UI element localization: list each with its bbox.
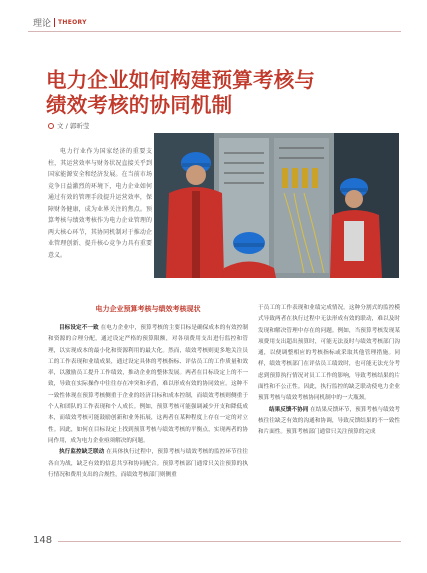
body-column-left <box>48 303 248 481</box>
footer-rule <box>58 541 401 542</box>
paragraph <box>258 405 400 439</box>
title-line-2: 绩效考核的协同机制 <box>46 93 233 117</box>
header-divider <box>54 18 55 27</box>
running-header <box>33 16 87 28</box>
page-number: 148 <box>33 535 53 546</box>
paragraph <box>48 323 248 447</box>
article-title <box>46 68 406 118</box>
section-label: 理论 <box>33 18 52 29</box>
header-rule <box>28 31 401 32</box>
electricians-photo <box>154 133 399 278</box>
section-tag: THEORY <box>58 18 87 26</box>
byline-bullet-icon <box>48 123 54 129</box>
paragraph-text: 在具体执行过程中，预算考核与绩效考核的监控环节往往各自为战，缺乏有效的信息共享和协同配合。预算考核部门通常只关注预算的执行情况和费用支出的合规性，而绩效考核部门则侧重 <box>48 449 248 478</box>
paragraph <box>48 447 248 481</box>
paragraph-lead: 目标设定不一致 <box>59 325 99 331</box>
paragraph: 于员工的工作表现和业绩完成情况。这种分割式的监控模式导致两者在执行过程中无法形成有效的联动，难以及时发现和解决管理中存在的问题。例如，当预算考核发现某项费用支出超出预算时，可能无法及时与绩效考核部门沟通，以便调整相应的考核指标或采取其他管理措施。同样，绩效考核部门在评估员工绩效时，也可能无法充分考虑到预算执行情况对员工工作的影响，导致考核结果的片面性和不公正性。因此，执行监控的缺乏联动使电力企业预算考核与绩效考核协同机制中的一大瓶颈。 <box>258 305 400 402</box>
author-name: 文 / 郭昕莹 <box>57 122 90 130</box>
section-heading: 电力企业预算考核与绩效考核现状 <box>95 305 201 313</box>
body-column-right <box>258 303 400 439</box>
paragraph-lead: 执行监控缺乏联动 <box>59 449 105 456</box>
title-line-1: 电力企业如何构建预算考核与 <box>46 68 316 92</box>
paragraph-lead: 结果反馈不协同 <box>269 406 309 413</box>
paragraph-text: 在结果反馈环节，预算考核与绩效考核往往缺乏有效的沟通和协调，导致反馈结果的不一致性和片面性。预算考核部门通常只关注预算的完成 <box>258 406 400 436</box>
intro-text: 电力行业作为国家经济的重要支柱，其运营效率与财务状况直接关乎到国家能源安全和经济发展。在当前市场竞争日益激烈的环境下，电力企业如何通过有效的管理手段提升运营效率，保障财务健康，成为业界关注的焦点。预算考核与绩效考核作为电力企业管理的两大核心环节，其协同机制对于推动企业管理创新、提升核心竞争力具有重要意义。 <box>48 148 152 259</box>
paragraph-text: 在电力企业中，预算考核的主要目标是确保成本的有效控制和资源的合理分配，通过设定严格的预算限额，对各项费用支出进行监控和管理，以实现成本的最小化和资源利用的最大化。然而，绩效考核则更多地关注员工的工作表现和业绩成果，通过设定具体的考核指标、评估员工的工作质量和效率，以激励员工提升工作绩效，推动企业的整体发展。两者在目标设定上的不一致，导致在实际操作中往往存在冲突和矛盾，难以形成有效的协同效应。这种不一致性体现在预算考核侧重于企业的经济目标和成本控制，而绩效考核则侧重于个人和团队的工作表现和个人成长。例如，预算考核可能强调减少开支和降低成本，而绩效考核可能鼓励创新和业务拓展，这两者在某种程度上存在一定的对立性。因此，如何在目标设定上找到预算考核与绩效考核的平衡点，实现两者的协同作用，成为电力企业亟须解决的问题。 <box>48 325 248 444</box>
article-photo <box>154 133 399 278</box>
author-byline <box>48 121 89 130</box>
